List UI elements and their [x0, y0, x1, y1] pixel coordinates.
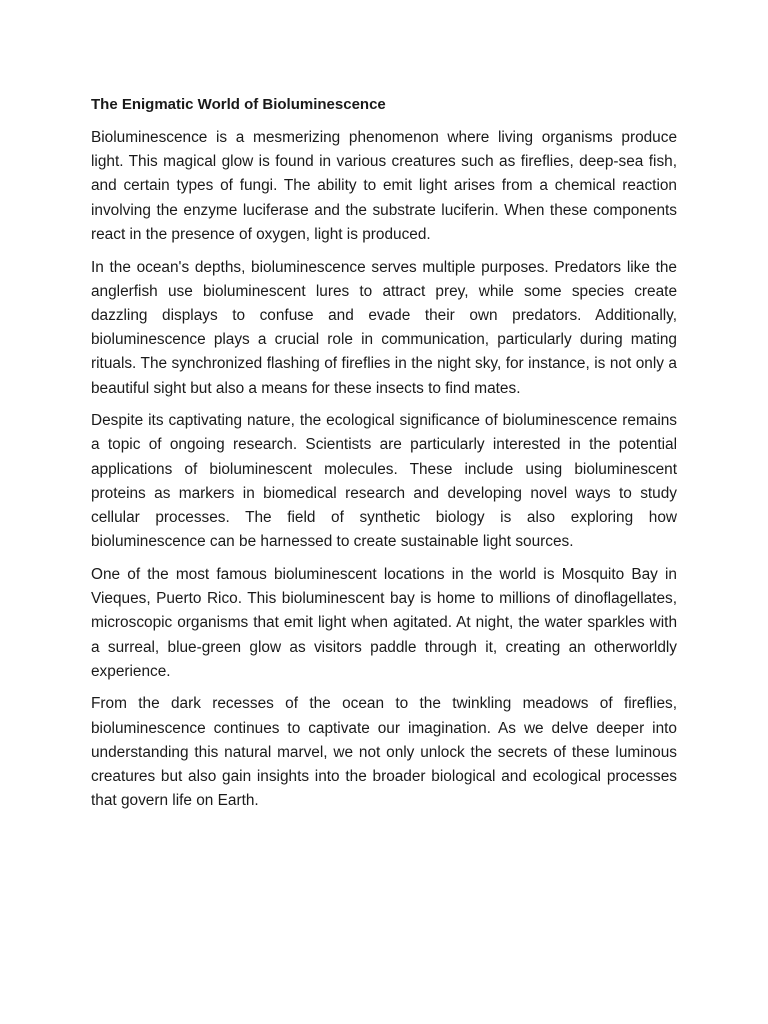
paragraph-intro: Bioluminescence is a mesmerizing phenomenon where living organisms produce light. This magical glow is found in various creatures such as fireflies, deep-sea fish, and certain types of fungi. The ability to emit light arises from a chemical reaction involving the enzyme luciferase and the substrate luciferin. When these components react in the presence of oxygen, light is produced.	[91, 129, 677, 243]
document-title: The Enigmatic World of Bioluminescence	[91, 96, 386, 113]
document-page	[91, 94, 677, 822]
paragraph-ocean-depths: In the ocean's depths, bioluminescence serves multiple purposes. Predators like the anglerfish use bioluminescent lures to attract prey, while some species create dazzling displays to confuse and evade their own predators. Additionally, bioluminescence plays a crucial role in communication, particularly during mating rituals. The synchronized flashing of fireflies in the night sky, for instance, is not only a beautiful sight but also a means for these insects to find mates.	[91, 258, 677, 397]
paragraph-conclusion: From the dark recesses of the ocean to the twinkling meadows of fireflies, bioluminescence continues to captivate our imagination. As we delve deeper into understanding this natural marvel, we not only unlock the secrets of these luminous creatures but also gain insights into the broader biological and ecological processes that govern life on Earth.	[91, 695, 677, 810]
paragraph-mosquito-bay: One of the most famous bioluminescent locations in the world is Mosquito Bay in Vieques, Puerto Rico. This bioluminescent bay is home to millions of dinoflagellates, microscopic organisms that emit light when agitated. At night, the water sparkles with a surreal, blue-green glow as visitors paddle through it, creating an otherworldly experience.	[91, 565, 677, 680]
paragraph-research: Despite its captivating nature, the ecological significance of bioluminescence remains a topic of ongoing research. Scientists are particularly interested in the potential applications of bioluminescent molecules. These include using bioluminescent proteins as markers in biomedical research and developing novel ways to study cellular processes. The field of synthetic biology is also exploring how bioluminescence can be harnessed to create sustainable light sources.	[91, 412, 677, 551]
